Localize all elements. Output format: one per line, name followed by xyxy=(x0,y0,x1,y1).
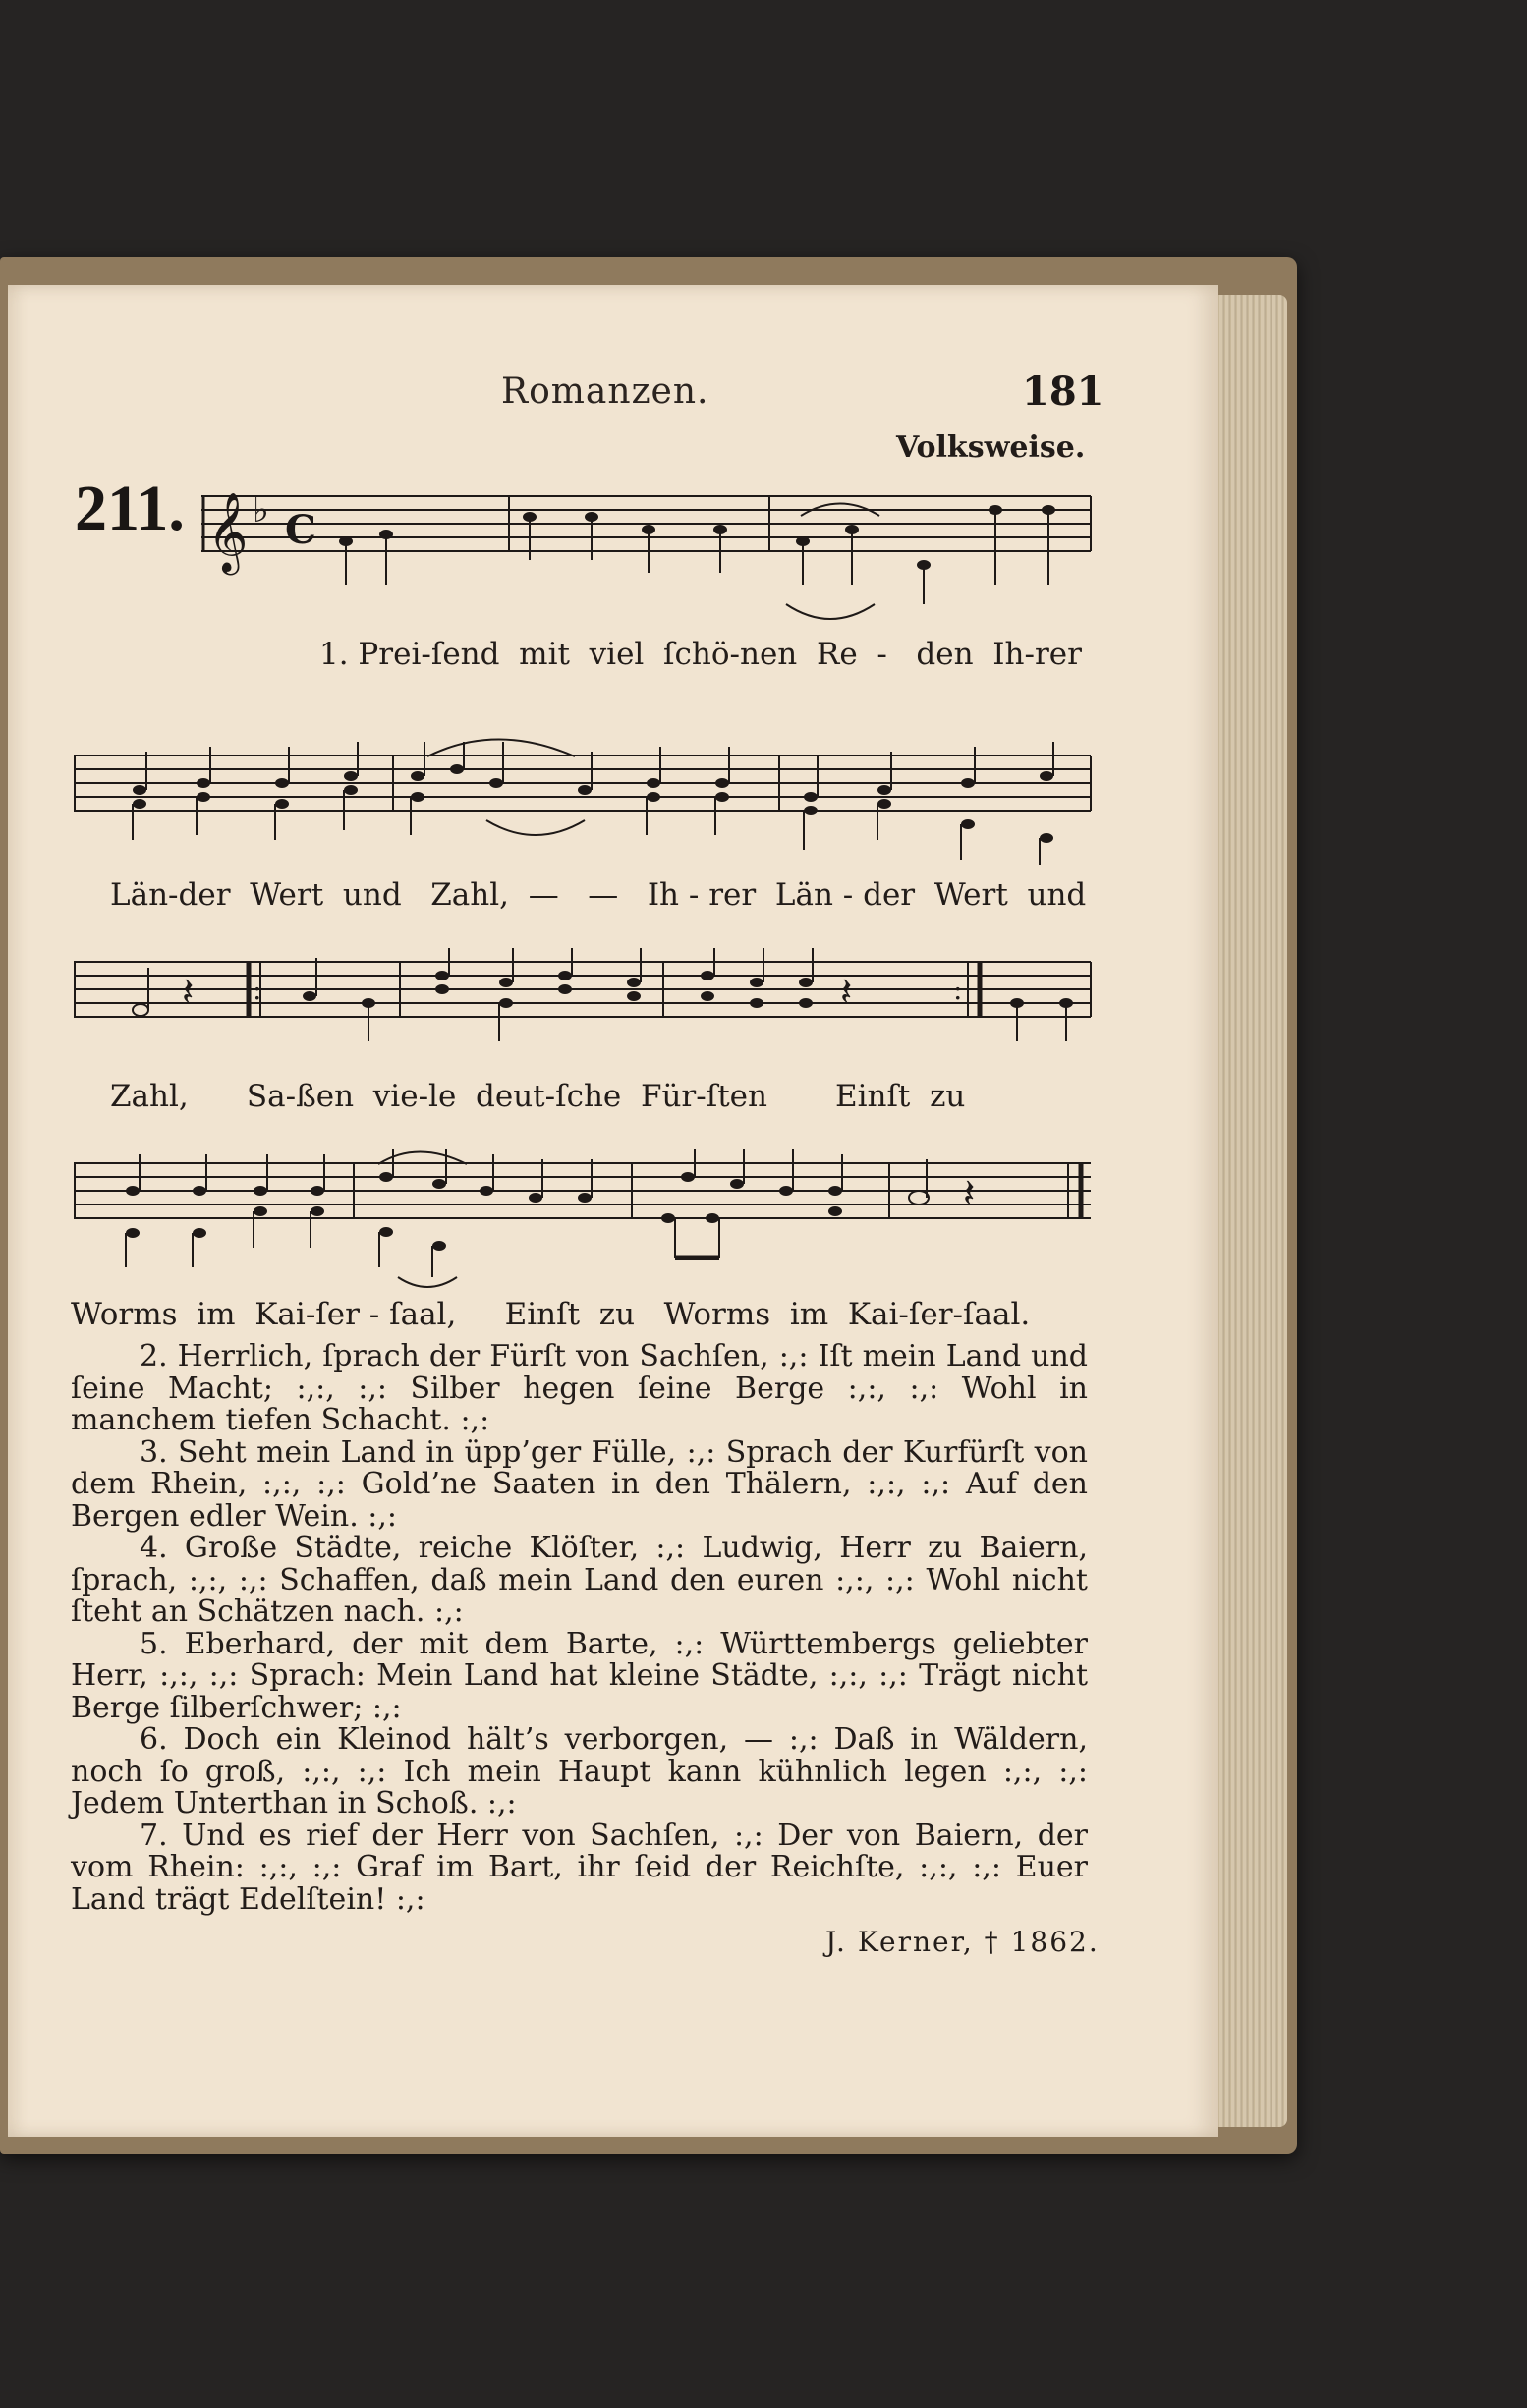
svg-text:𝄽: 𝄽 xyxy=(963,1171,976,1216)
verse-3: 3. Seht mein Land in üpp’ger Fülle, :,: Sprach der Kurfürſt von dem Rhein, :,:, :,: Gold’ne Saaten in den Thälern, :,:, :,: Auf den Bergen edler Wein. :,: xyxy=(71,1434,1088,1534)
svg-text::: : xyxy=(953,974,963,1006)
author-credit: J. Kerner, † 1862. xyxy=(825,1926,1100,1958)
music-staff-3 xyxy=(74,948,1101,1076)
rest-icon: 𝄽 xyxy=(182,970,195,1015)
music-staff-2 xyxy=(74,742,1101,869)
svg-text:𝄽: 𝄽 xyxy=(840,970,853,1015)
running-header: Romanzen. xyxy=(501,371,709,412)
lyric-line-4: Worms im Kai-ſer - ſaal, Einſt zu Worms im Kai-ſer-ſaal. xyxy=(71,1297,1031,1332)
music-staff-1 xyxy=(201,486,1101,634)
lyric-line-1: 1. Prei-ſend mit viel ſchö-nen Re - den Ih-rer xyxy=(319,637,1082,672)
page-number: 181 xyxy=(1022,368,1104,415)
music-staff-4 xyxy=(74,1149,1101,1297)
verses-block xyxy=(71,1341,1088,1916)
tune-source: Volksweise. xyxy=(896,430,1086,465)
verse-5: 5. Eberhard, der mit dem Barte, :,: Württembergs geliebter Herr, :,:, :,: Sprach: Mein Land hat kleine Städte, :,:, :,: Trägt nicht Berge ſilberſchwer; :,: xyxy=(71,1626,1088,1725)
treble-clef-icon: 𝄞 xyxy=(207,491,249,572)
flat-sign-icon: ♭ xyxy=(253,490,269,531)
repeat-dots-icon: : xyxy=(253,974,262,1006)
lyric-line-3: Zahl, Sa-ßen vie-le deut-ſche Für-ſten Einſt zu xyxy=(110,1079,966,1114)
verse-7: 7. Und es rief der Herr von Sachſen, :,: Der von Baiern, der vom Rhein: :,:, :,: Graf im Bart, ihr ſeid der Reichſte, :,:, :,: Euer Land trägt Edelſtein! :,: xyxy=(71,1818,1088,1917)
verse-2: 2. Herrlich, ſprach der Fürſt von Sachſen, :,: Iſt mein Land und ſeine Macht; :,:, :,: Silber hegen ſeine Berge :,:, :,: Wohl in manchem tiefen Schacht. :,: xyxy=(71,1339,1088,1437)
song-number: 211. xyxy=(75,473,185,544)
common-time-icon: C xyxy=(285,507,316,553)
lyric-line-2: Län-der Wert und Zahl, — — Ih - rer Län - der Wert und xyxy=(110,877,1087,913)
verse-4: 4. Große Städte, reiche Klöſter, :,: Ludwig, Herr zu Baiern, ſprach, :,:, :,: Schaffen, daß mein Land den euren :,:, :,: Wohl nicht ſteht an Schätzen nach. :,: xyxy=(71,1531,1088,1629)
verse-6: 6. Doch ein Kleinod hält’s verborgen, — :,: Daß in Wäldern, noch ſo groß, :,:, :,: Ich mein Haupt kann kühnlich legen :,:, :,: Jedem Unterthan in Schoß. :,: xyxy=(71,1722,1088,1820)
page-stack-edge xyxy=(1214,295,1287,2127)
